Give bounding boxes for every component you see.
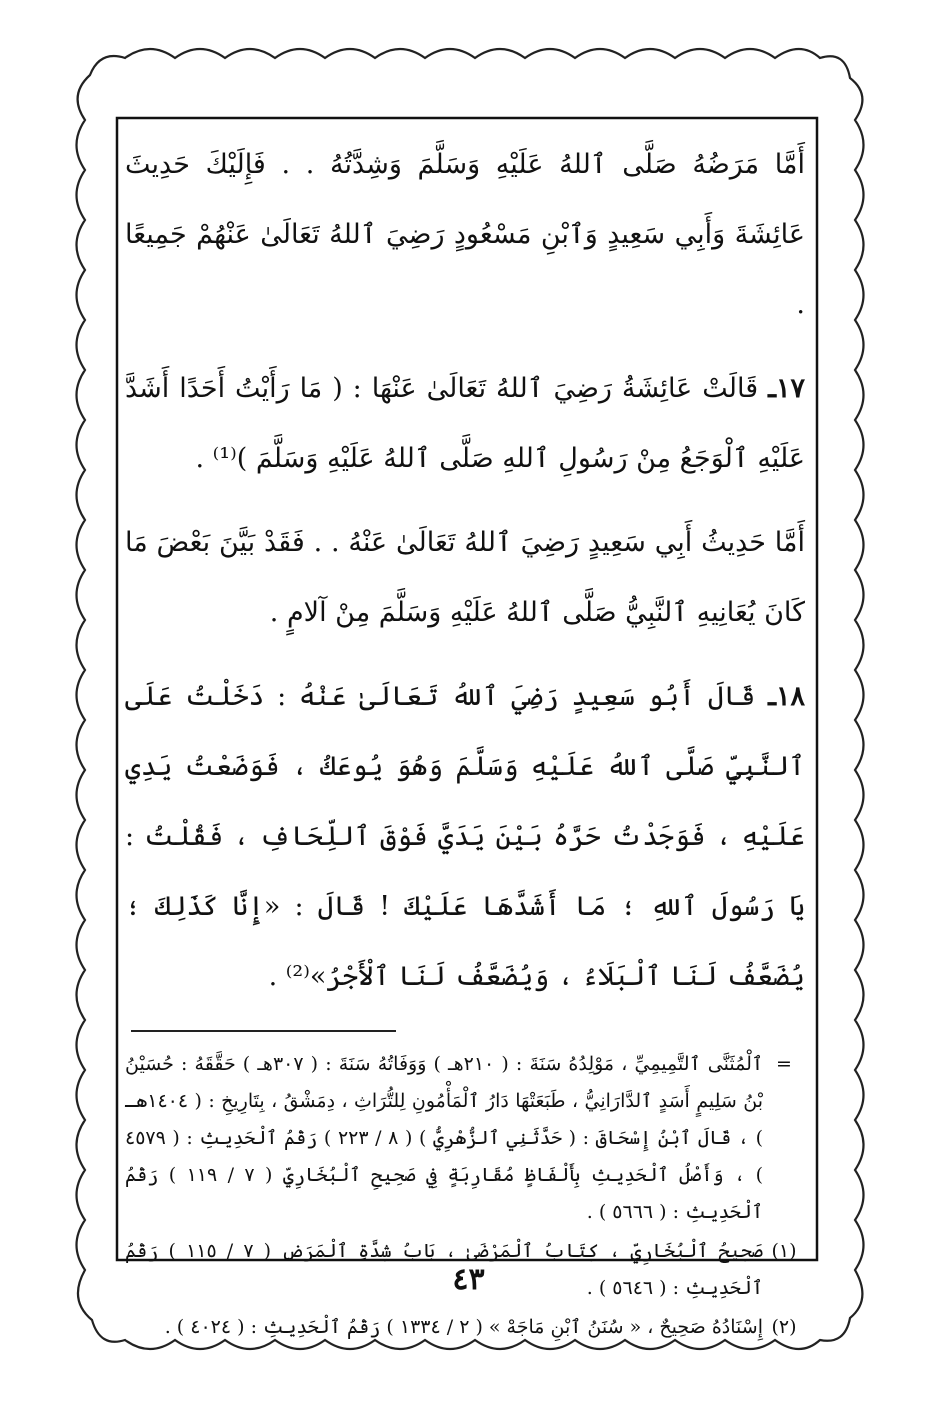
paragraph-text: أَمَّا مَرَضُهُ صَلَّى ٱللهُ عَلَيْهِ وَسَلَّمَ وَشِدَّتُهُ . . فَإِلَيْكَ حَدِيثَ عَائِشَةَ وَأَبِي سَعِيدٍ وَٱبْنِ مَسْعُودٍ رَضِيَ ٱللهُ تَعَالَىٰ عَنْهُمْ جَمِيعًا . xyxy=(125,149,805,320)
footnote-divider xyxy=(131,1030,396,1032)
hadith-number: ١٨ـ xyxy=(768,681,805,712)
paragraph-hadith-18 xyxy=(125,662,805,1012)
footnote-text: إِسْنَادُهُ صَحِيحٌ ، « سُنَنُ ٱبْنِ مَاجَهْ » ( ٢ / ١٣٣٤ ) رَقْمُ ٱلْحَدِيثِ : ( ٤٠٢٤ ) . xyxy=(164,1316,763,1338)
paragraph-text: قَالَتْ عَائِشَةُ رَضِيَ ٱللهُ تَعَالَىٰ عَنْهَا : ( مَا رَأَيْتُ أَحَدًا أَشَدَّ عَلَيْهِ ٱلْوَجَعُ مِنْ رَسُولِ ٱللهِ صَلَّى ٱللهُ عَلَيْهِ وَسَلَّمَ )⁽¹⁾ . xyxy=(125,373,805,474)
footnote-continuation xyxy=(125,1046,805,1231)
footnote-mark: (١) xyxy=(771,1240,797,1262)
footnote-text: ٱلْمُثَنَّى ٱلتَّمِيمِيِّ ، مَوْلِدُهُ سَنَةَ : ( ٢١٠هـ ) وَوَفَاتُهُ سَنَةَ : ( ٣٠٧هـ ) حَقَّقَهُ : حُسَيْنُ بْنُ سَلِيمٍ أَسَدٍ ٱلدَّارَانِيُّ ، طَبَعَتْهَا دَارُ ٱلْمَأْمُونِ لِلتُّرَاثِ ، دِمَشْقُ ، بِتَارِيخِ : ( ١٤٠٤هـ ) ، قَالَ ٱبْنُ إِسْحَاقَ : ( حَدَّثَنِي ٱلزُّهْرِيُّ ) ( ٨ / ٢٢٣ ) رَقْمُ ٱلْحَدِيثِ : ( ٤٥٧٩ ) ، وَأَصْلُ ٱلْحَدِيثِ بِأَلْفَاظٍ مُقَارِبَةٍ فِي صَحِيحِ ٱلْبُخَارِيِّ ( ٧ / ١١٩ ) رَقْمُ ٱلْحَدِيثِ : ( ٥٦٦٦ ) . xyxy=(125,1053,764,1223)
paragraph-text: أَمَّا حَدِيثُ أَبِي سَعِيدٍ رَضِيَ ٱللهُ تَعَالَىٰ عَنْهُ . . فَقَدْ بَيَّنَ بَعْضَ مَا كَانَ يُعَانِيهِ ٱلنَّبِيُّ صَلَّى ٱللهُ عَلَيْهِ وَسَلَّمَ مِنْ آلامٍ . xyxy=(125,527,805,628)
paragraph-intro-illness xyxy=(125,130,805,340)
footnote-2 xyxy=(125,1309,805,1346)
footnote-mark: (٢) xyxy=(771,1316,797,1338)
footnote-text: صَحِيحُ ٱلْبُخَارِيِّ ، كِتَابُ ٱلْمَرْضَىٰ ، بَابُ شِدَّةِ ٱلْمَرَضِ ( ٧ / ١١٥ ) رَقْمُ ٱلْحَدِيثِ : ( ٥٦٤٦ ) . xyxy=(125,1240,763,1299)
footnotes xyxy=(125,1046,805,1346)
paragraph-hadith-17 xyxy=(125,354,805,494)
page-number: ٤٣ xyxy=(452,1262,485,1297)
paragraph-text: قَالَ أَبُو سَعِيدٍ رَضِيَ ٱللهُ تَعَالَىٰ عَنْهُ : دَخَلْتُ عَلَى ٱلنَّبِيِّ صَلَّى ٱللهُ عَلَيْهِ وَسَلَّمَ وَهُوَ يُوعَكُ ، فَوَضَعْتُ يَدِي عَلَيْهِ ، فَوَجَدْتُ حَرَّهُ بَيْنَ يَدَيَّ فَوْقَ ٱللِّحَافِ ، فَقُلْتُ : يَا رَسُولَ ٱللهِ ؛ مَا أَشَدَّهَا عَلَيْكَ ! قَالَ : «إِنَّا كَذَلِكَ ؛ يُضَعَّفُ لَنَا ٱلْبَلَاءُ ، وَيُضَعَّفُ لَنَا ٱلْأَجْرُ»⁽²⁾ . xyxy=(125,681,805,992)
paragraph-intro-abu-said xyxy=(125,508,805,648)
hadith-number: ١٧ـ xyxy=(768,373,805,404)
footnote-mark: = xyxy=(776,1053,792,1075)
